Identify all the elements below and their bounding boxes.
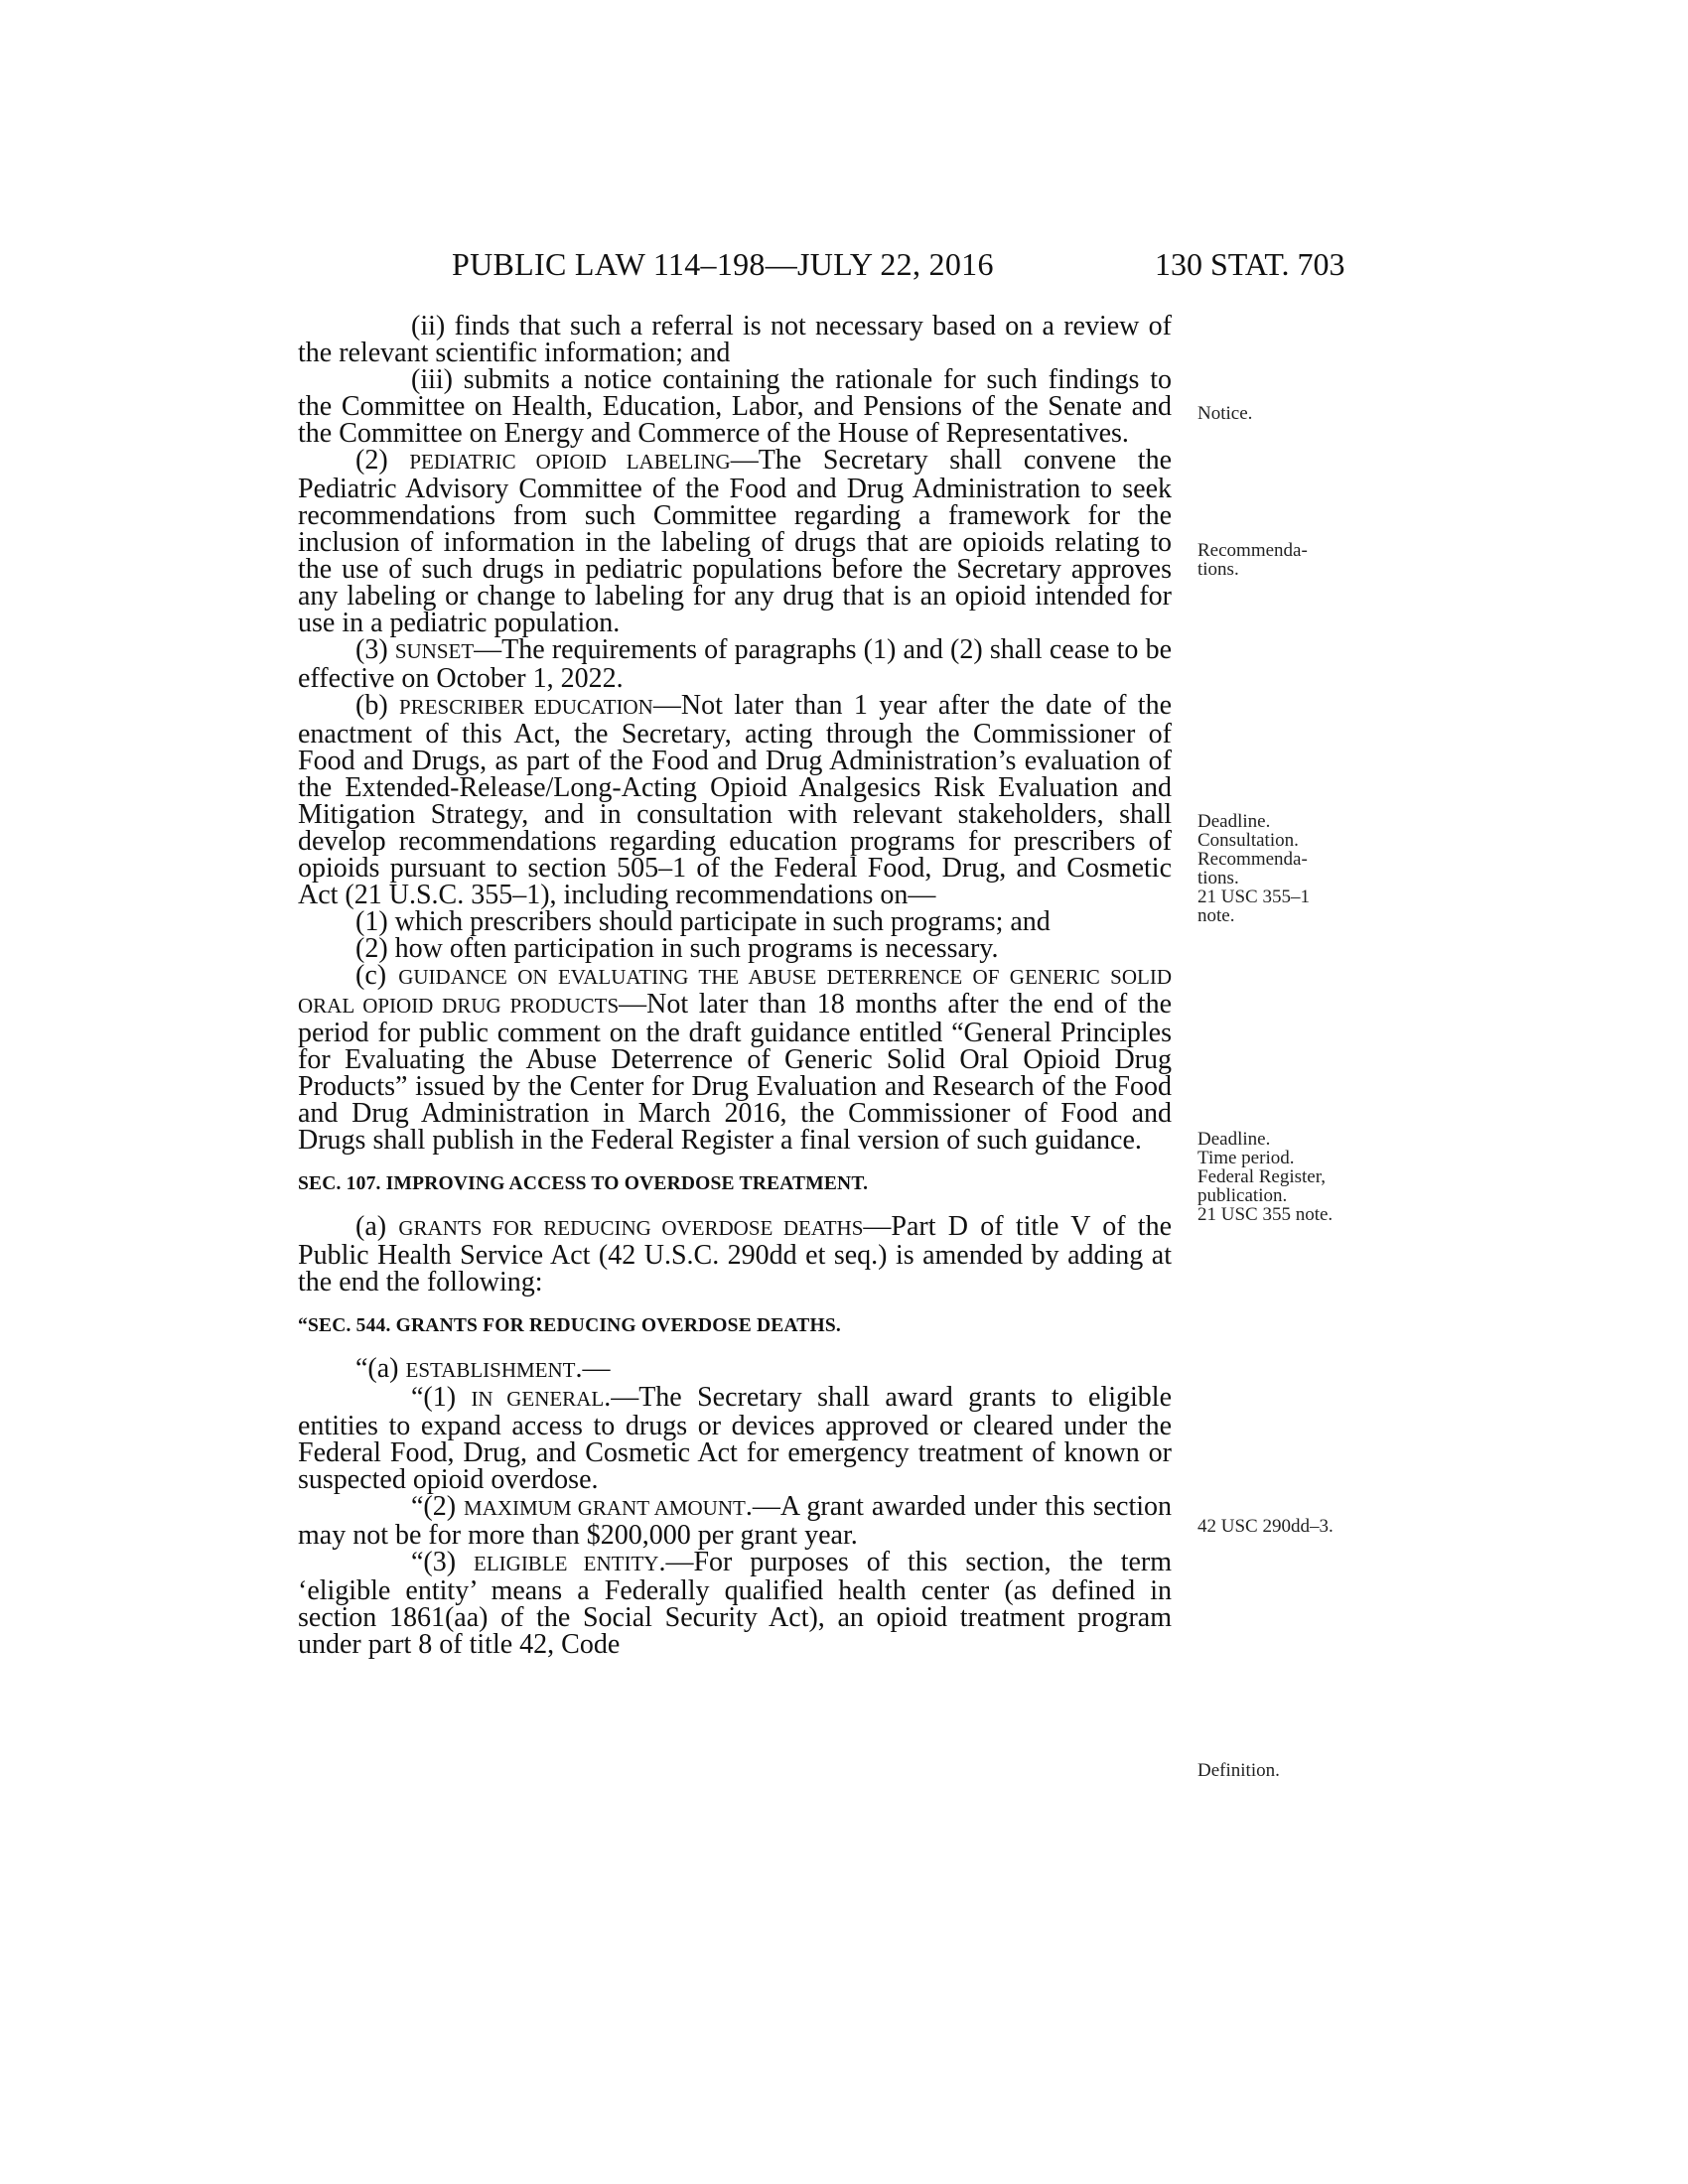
paragraph-eligible-entity: “(3) ELIGIBLE ENTITY.—For purposes of this section, the term ‘eligible entity’ means a Federally qualified health center (as defined in section 1861(aa) of the Social Security Act), an opioid treatment program under part 8 of title 42, Code (298, 1547, 1172, 1660)
paragraph-how-often: (2) how often participation in such programs is necessary. (355, 933, 999, 964)
paragraph-guidance: (c) GUIDANCE ON EVALUATING THE ABUSE DETERRENCE OF GENERIC SOLID ORAL OPIOID DRUG PRODUCTS—Not later than 18 months after the end of the period for public comment on the draft guidance entitled “General Principles for Evaluating the Abuse Deterrence of Generic Solid Oral Opioid Drug Products” issued by the Center for Drug Evaluation and Research of the Food and Drug Administration in March 2016, the Commissioner of Food and Drugs shall publish in the Federal Register a final version of such guidance. (298, 960, 1173, 1156)
running-header-title: PUBLIC LAW 114–198—JULY 22, 2016 (452, 246, 994, 282)
paragraph-grants: (a) GRANTS FOR REDUCING OVERDOSE DEATHS—Part D of title V of the Public Health Service Act (42 U.S.C. 290dd et seq.) is amended by adding at the end the following: (298, 1211, 1173, 1297)
page-number: 130 STAT. 703 (1155, 246, 1345, 282)
paragraph-prescriber-education: (b) PRESCRIBER EDUCATION—Not later than 1 year after the date of the enactment of this Act, the Secretary, acting through the Commissioner of Food and Drugs, as part of the Food and Drug Administration’s evaluation of the Extended-Release/Long-Acting Opioid Analgesics Risk Evaluation and Mitigation Strategy, and in consultation with relevant stakeholders, shall develop recommendations regarding education programs for prescribers of opioids pursuant to section 505–1 of the Federal Food, Drug, and Cosmetic Act (21 U.S.C. 355–1), including recommendations on— (298, 690, 1173, 910)
section-heading-544: “SEC. 544. GRANTS FOR REDUCING OVERDOSE DEATHS. (298, 1315, 841, 1336)
margin-note-definition: Definition. (1197, 1760, 1280, 1781)
margin-note-deadline-time-period: Deadline. Time period. Federal Register, publication. 21 USC 355 note. (1197, 1129, 1334, 1225)
paragraph-in-general: “(1) IN GENERAL.—The Secretary shall award grants to eligible entities to expand access to drugs or devices approved or cleared under the Federal Food, Drug, and Cosmetic Act for emergency treatment of known or suspected opioid overdose. (298, 1382, 1172, 1495)
margin-note-recommendations: Recommenda- tions. (1197, 540, 1308, 580)
paragraph-sunset: (3) SUNSET—The requirements of paragraphs (1) and (2) shall cease to be effective on October 1, 2022. (298, 634, 1172, 694)
paragraph-which-prescribers: (1) which prescribers should participate in such programs; and (355, 906, 1051, 937)
body-text (298, 313, 1172, 1658)
margin-note-notice: Notice. (1197, 403, 1253, 424)
paragraph-pediatric-labeling: (2) PEDIATRIC OPIOID LABELING—The Secretary shall convene the Pediatric Advisory Committee of the Food and Drug Administration to seek recommendations from such Committee regarding a framework for the inclusion of information in the labeling of drugs that are opioids relating to the use of such drugs in pediatric populations before the Secretary approves any labeling or change to labeling for any drug that is an opioid intended for use in a pediatric population. (298, 445, 1173, 638)
paragraph-iii: (iii) submits a notice containing the rationale for such findings to the Committee on Health, Education, Labor, and Pensions of the Senate and the Committee on Energy and Commerce of the House of Representatives. (298, 364, 1172, 449)
margin-note-deadline-consultation: Deadline. Consultation. Recommenda- tions. 21 USC 355–1 note. (1197, 811, 1310, 926)
paragraph-ii: (ii) finds that such a referral is not necessary based on a review of the relevant scientific information; and (298, 311, 1172, 368)
section-heading-107: SEC. 107. IMPROVING ACCESS TO OVERDOSE TREATMENT. (298, 1173, 869, 1194)
paragraph-maximum-grant: “(2) MAXIMUM GRANT AMOUNT.—A grant awarded under this section may not be for more than $200,000 per grant year. (298, 1491, 1172, 1551)
margin-note-usc-citation: 42 USC 290dd–3. (1197, 1516, 1334, 1537)
paragraph-establishment: “(a) ESTABLISHMENT.— (355, 1353, 611, 1384)
